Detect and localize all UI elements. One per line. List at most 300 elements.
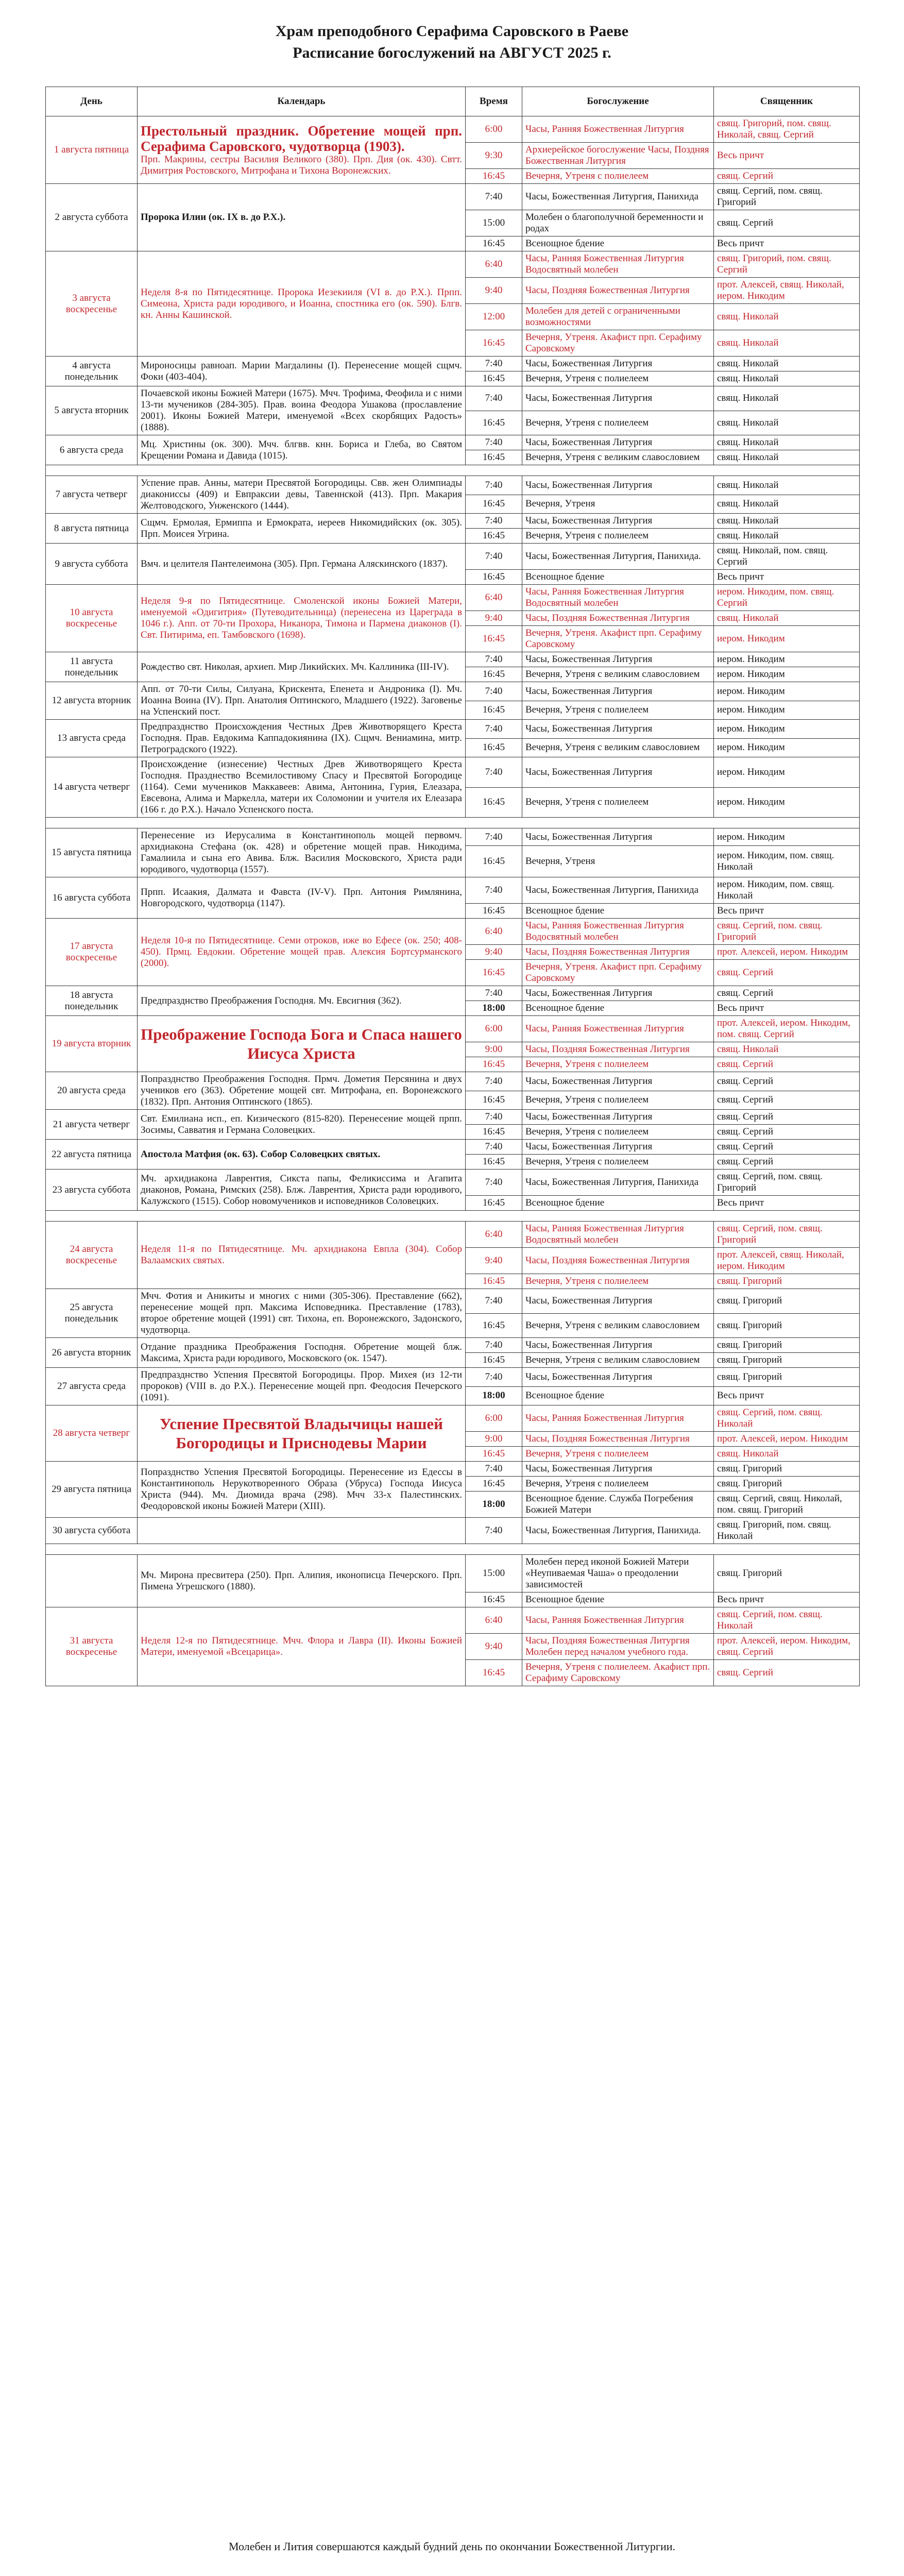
service-cell: Архиерейское богослужение Часы, Поздняя Божественная Литургия [522, 143, 714, 169]
column-header-priest: Священник [714, 87, 860, 116]
day-cell: 16 августа суббота [46, 877, 138, 919]
service-cell: Вечерня, Утреня [522, 846, 714, 877]
service-cell: Часы, Божественная Литургия, Панихида. [522, 544, 714, 570]
page-title: Храм преподобного Серафима Саровского в Раеве [275, 23, 629, 40]
calendar-cell [138, 1607, 466, 1686]
time-cell: 7:40 [466, 435, 522, 450]
table-row [46, 1368, 860, 1387]
time-cell: 7:40 [466, 757, 522, 788]
calendar-cell [138, 720, 466, 757]
time-cell: 16:45 [466, 1274, 522, 1289]
priest-cell: Весь причт [714, 1592, 860, 1607]
priest-cell: Весь причт [714, 236, 860, 251]
day-cell: 6 августа среда [46, 435, 138, 465]
service-cell: Вечерня, Утреня с полиелеем [522, 1155, 714, 1170]
calendar-text: Престольный праздник. Обретение мощей прп. Серафима Саровского, чудотворца (1903). [141, 123, 462, 154]
day-cell: 3 августа воскресенье [46, 251, 138, 357]
calendar-cell [138, 986, 466, 1016]
service-cell: Часы, Божественная Литургия [522, 1140, 714, 1155]
table-row [46, 877, 860, 904]
time-cell: 16:45 [466, 1155, 522, 1170]
priest-cell: свящ. Сергий [714, 1155, 860, 1170]
table-row [46, 184, 860, 210]
service-cell: Вечерня, Утреня с полиелеем [522, 169, 714, 184]
time-cell: 18:00 [466, 1001, 522, 1016]
service-cell: Вечерня, Утреня с полиелеем [522, 1125, 714, 1140]
time-cell: 16:45 [466, 371, 522, 386]
calendar-text: Рождество свт. Николая, архиеп. Мир Ликийских. Мч. Каллиника (III-IV). [141, 661, 449, 672]
time-cell: 16:45 [466, 738, 522, 757]
time-cell: 6:40 [466, 919, 522, 945]
page-subtitle: Расписание богослужений на АВГУСТ 2025 г. [293, 44, 611, 61]
time-cell: 16:45 [466, 1353, 522, 1368]
service-cell: Вечерня, Утреня. Акафист прп. Серафиму Саровскому [522, 626, 714, 652]
calendar-text: Преображение Господа Бога и Спаса нашего Иисуса Христа [141, 1025, 462, 1062]
priest-cell: свящ. Сергий [714, 1660, 860, 1686]
service-cell: Часы, Божественная Литургия [522, 757, 714, 788]
calendar-cell [138, 544, 466, 585]
service-cell: Часы, Божественная Литургия [522, 1110, 714, 1125]
time-cell: 9:40 [466, 945, 522, 960]
table-row [46, 720, 860, 739]
schedule-table [45, 87, 860, 1686]
time-cell: 16:45 [466, 1057, 522, 1072]
week-separator [46, 1211, 860, 1222]
table-header-row [46, 87, 860, 116]
table-row [46, 1016, 860, 1042]
priest-cell: свящ. Сергий [714, 1057, 860, 1072]
priest-cell: прот. Алексей, свящ. Николай, иером. Никодим [714, 1248, 860, 1274]
service-cell: Вечерня, Утреня [522, 495, 714, 514]
calendar-cell [138, 386, 466, 435]
priest-cell: свящ. Сергий [714, 1091, 860, 1110]
day-cell: 4 августа понедельник [46, 357, 138, 386]
time-cell: 15:00 [466, 1555, 522, 1592]
table-row [46, 251, 860, 278]
service-cell: Часы, Божественная Литургия [522, 476, 714, 495]
day-cell: 27 августа среда [46, 1368, 138, 1405]
time-cell: 7:40 [466, 1140, 522, 1155]
calendar-cell [138, 1140, 466, 1170]
priest-cell: Весь причт [714, 143, 860, 169]
service-cell: Вечерня, Утреня с полиелеем [522, 529, 714, 544]
service-cell: Часы, Ранняя Божественная Литургия [522, 1405, 714, 1432]
priest-cell: свящ. Николай [714, 1042, 860, 1057]
day-cell: 14 августа четверг [46, 757, 138, 818]
time-cell: 16:45 [466, 960, 522, 986]
calendar-text: Мч. Мирона пресвитера (250). Прп. Алипия, иконописца Печерского. Прп. Пимена Угрешского (1880). [141, 1569, 462, 1592]
day-cell: 7 августа четверг [46, 476, 138, 514]
calendar-text: Предпразднство Происхождения Честных Древ Животворящего Креста Господня. Прав. Евдокима Каппадокиянина (IX). Сщмч. Вениамина, митр. Петроградского (1922). [141, 721, 462, 755]
time-cell: 16:45 [466, 236, 522, 251]
service-cell: Вечерня, Утреня с полиелеем. Акафист прп. Серафиму Саровскому [522, 1660, 714, 1686]
calendar-cell [138, 828, 466, 877]
column-header-day: День [46, 87, 138, 116]
priest-cell: свящ. Сергий, пом. свящ. Григорий [714, 1222, 860, 1248]
day-cell: 11 августа понедельник [46, 652, 138, 682]
priest-cell: иером. Никодим, пом. свящ. Сергий [714, 585, 860, 611]
priest-cell: свящ. Сергий, свящ. Николай, пом. свящ. Григорий [714, 1492, 860, 1518]
time-cell: 7:40 [466, 682, 522, 701]
calendar-text: Успение Пресвятой Владычицы нашей Богородицы и Приснодевы Марии [159, 1415, 444, 1452]
time-cell: 7:40 [466, 1072, 522, 1091]
calendar-text: Мироносицы равноап. Марии Магдалины (I). Перенесение мощей сщмч. Фоки (403-404). [141, 360, 462, 382]
service-cell: Часы, Божественная Литургия [522, 828, 714, 846]
service-cell: Вечерня, Утреня с полиелеем [522, 1057, 714, 1072]
service-cell: Вечерня, Утреня с великим славословием [522, 667, 714, 682]
calendar-text: Апостола Матфия (ок. 63). Собор Соловецких святых. [141, 1148, 381, 1160]
priest-cell: прот. Алексей, свящ. Николай, иером. Никодим [714, 278, 860, 304]
time-cell: 16:45 [466, 626, 522, 652]
calendar-text: Мц. Христины (ок. 300). Мчч. блгвв. кнн. Бориса и Глеба, во Святом Крещении Романа и Давида (1015). [141, 438, 462, 461]
priest-cell: свящ. Николай [714, 304, 860, 330]
priest-cell: Весь причт [714, 570, 860, 585]
table-row [46, 919, 860, 945]
priest-cell: свящ. Николай [714, 386, 860, 411]
priest-cell: иером. Никодим [714, 828, 860, 846]
time-cell: 7:40 [466, 1462, 522, 1477]
priest-cell: свящ. Николай [714, 357, 860, 371]
service-cell: Часы, Ранняя Божественная Литургия Водосвятный молебен [522, 1222, 714, 1248]
day-cell: 13 августа среда [46, 720, 138, 757]
priest-cell: Весь причт [714, 1386, 860, 1405]
time-cell: 6:40 [466, 251, 522, 278]
table-row [46, 1555, 860, 1592]
calendar-text: Почаевской иконы Божией Матери (1675). Мчч. Трофима, Феофила и с ними 13-ти мучеников (284-305). Прав. воина Феодора Ушакова (прославление 2001). Иконы Божией Матери, именуемой «Всех скорбящих Радость» (1888). [141, 388, 462, 433]
priest-cell: свящ. Григорий [714, 1313, 860, 1338]
priest-cell: иером. Никодим, пом. свящ. Николай [714, 877, 860, 904]
week-separator [46, 818, 860, 828]
day-cell: 23 августа суббота [46, 1170, 138, 1211]
priest-cell: прот. Алексей, иером. Никодим, пом. свящ. Сергий [714, 1016, 860, 1042]
priest-cell: свящ. Николай [714, 611, 860, 626]
time-cell: 16:45 [466, 411, 522, 435]
table-row [46, 757, 860, 788]
day-cell: 28 августа четверг [46, 1405, 138, 1462]
day-cell: 29 августа пятница [46, 1462, 138, 1518]
time-cell: 7:40 [466, 1338, 522, 1353]
service-cell: Всенощное бдение [522, 570, 714, 585]
calendar-cell [138, 1462, 466, 1518]
service-cell: Часы, Ранняя Божественная Литургия [522, 116, 714, 143]
priest-cell: иером. Никодим [714, 682, 860, 701]
time-cell: 16:45 [466, 1125, 522, 1140]
time-cell: 7:40 [466, 357, 522, 371]
calendar-text: Перенесение из Иерусалима в Константинополь мощей первомч. архидиакона Стефана (ок. 428) и обретение мощей прав. Никодима, Гамалиила и сына его Авива. Блж. Василия Московского, Христа ради юродивого, чудотворца (1557). [141, 830, 462, 875]
time-cell: 16:45 [466, 1592, 522, 1607]
time-cell: 16:45 [466, 1660, 522, 1686]
service-cell: Часы, Поздняя Божественная Литургия [522, 611, 714, 626]
table-row [46, 1140, 860, 1155]
time-cell: 16:45 [466, 846, 522, 877]
table-row [46, 476, 860, 495]
time-cell: 16:45 [466, 330, 522, 357]
time-cell: 9:40 [466, 1634, 522, 1660]
service-cell: Вечерня, Утреня с полиелеем [522, 1274, 714, 1289]
table-row [46, 1607, 860, 1634]
service-cell: Часы, Божественная Литургия [522, 682, 714, 701]
service-cell: Всенощное бдение [522, 904, 714, 919]
column-header-service: Богослужение [522, 87, 714, 116]
calendar-cell [138, 1368, 466, 1405]
priest-cell: свящ. Григорий, пом. свящ. Сергий [714, 251, 860, 278]
calendar-cell [138, 1072, 466, 1110]
calendar-cell [138, 1518, 466, 1544]
service-cell: Часы, Божественная Литургия [522, 435, 714, 450]
time-cell: 16:45 [466, 450, 522, 465]
priest-cell: свящ. Сергий [714, 986, 860, 1001]
priest-cell: свящ. Сергий [714, 1125, 860, 1140]
calendar-cell [138, 1405, 466, 1462]
priest-cell: свящ. Григорий [714, 1274, 860, 1289]
calendar-text: Прп. Макрины, сестры Василия Великого (380). Прп. Дия (ок. 430). Свтт. Димитрия Ростовского, Митрофана и Тихона Воронежских. [141, 154, 462, 176]
day-cell: 21 августа четверг [46, 1110, 138, 1140]
priest-cell: свящ. Григорий, пом. свящ. Николай, свящ. Сергий [714, 116, 860, 143]
priest-cell: свящ. Сергий [714, 1110, 860, 1125]
priest-cell: свящ. Николай [714, 450, 860, 465]
day-cell: 9 августа суббота [46, 544, 138, 585]
calendar-cell [138, 1222, 466, 1289]
calendar-text: Пророка Илии (ок. IX в. до Р.Х.). [141, 212, 286, 223]
calendar-cell [138, 1555, 466, 1607]
service-cell: Вечерня, Утреня с полиелеем [522, 1447, 714, 1462]
time-cell: 7:40 [466, 652, 522, 667]
day-cell: 5 августа вторник [46, 386, 138, 435]
calendar-cell [138, 682, 466, 720]
service-cell: Вечерня, Утреня с полиелеем [522, 787, 714, 818]
time-cell: 7:40 [466, 720, 522, 739]
day-cell: 26 августа вторник [46, 1338, 138, 1368]
table-row [46, 652, 860, 667]
calendar-cell [138, 1338, 466, 1368]
service-cell: Вечерня, Утреня с полиелеем [522, 1477, 714, 1492]
priest-cell: свящ. Николай [714, 476, 860, 495]
time-cell: 6:40 [466, 585, 522, 611]
service-cell: Вечерня, Утреня. Акафист прп. Серафиму Саровскому [522, 330, 714, 357]
priest-cell: свящ. Григорий, пом. свящ. Николай [714, 1518, 860, 1544]
service-cell: Часы, Божественная Литургия, Панихида [522, 184, 714, 210]
table-row [46, 1338, 860, 1353]
calendar-text: Происхождение (изнесение) Честных Древ Животворящего Креста Господня. Празднество Всемилостивому Спасу и Пресвятой Богородице (1164). Семи мучеников Маккавеев: Авима, Антонина, Гурия, Елеазара, Евсевона, Алима и Маркелла, матери их Соломонии и учителя их Елеазара (166 г. до Р.Х.). Начало Успенского поста. [141, 759, 462, 815]
time-cell: 16:45 [466, 787, 522, 818]
time-cell: 16:45 [466, 1447, 522, 1462]
service-cell: Часы, Поздняя Божественная Литургия Молебен перед началом учебного года. [522, 1634, 714, 1660]
time-cell: 16:45 [466, 667, 522, 682]
time-cell: 6:00 [466, 116, 522, 143]
table-row [46, 986, 860, 1001]
calendar-cell [138, 877, 466, 919]
priest-cell: свящ. Николай [714, 514, 860, 529]
priest-cell: иером. Никодим [714, 701, 860, 720]
calendar-cell [138, 514, 466, 544]
separator-cell [46, 1544, 860, 1555]
service-cell: Часы, Божественная Литургия [522, 720, 714, 739]
priest-cell: свящ. Григорий [714, 1462, 860, 1477]
time-cell: 16:45 [466, 529, 522, 544]
table-row [46, 828, 860, 846]
calendar-text: Свт. Емилиана исп., еп. Кизического (815-820). Перенесение мощей прпп. Зосимы, Савватия и Германа Соловецких. [141, 1113, 462, 1136]
day-cell: 31 августа воскресенье [46, 1607, 138, 1686]
time-cell: 9:00 [466, 1432, 522, 1447]
table-row [46, 1405, 860, 1432]
service-cell: Вечерня, Утреня. Акафист прп. Серафиму Саровскому [522, 960, 714, 986]
service-cell: Часы, Божественная Литургия [522, 386, 714, 411]
service-cell: Часы, Божественная Литургия, Панихида [522, 1170, 714, 1196]
service-cell: Часы, Божественная Литургия [522, 357, 714, 371]
table-row [46, 544, 860, 570]
table-row [46, 585, 860, 611]
service-cell: Часы, Поздняя Божественная Литургия [522, 1248, 714, 1274]
service-cell: Часы, Божественная Литургия [522, 1368, 714, 1387]
time-cell: 16:45 [466, 495, 522, 514]
priest-cell: Весь причт [714, 1001, 860, 1016]
calendar-text: Мч. архидиакона Лаврентия, Сикста папы, Феликиссима и Агапита диаконов, Романа, Римских (258). Блж. Лаврентия, Христа ради юродивого, Калужского (1515). Собор новомучеников и исповедников Соловецких. [141, 1173, 462, 1207]
priest-cell: иером. Никодим [714, 667, 860, 682]
service-cell: Молебен для детей с ограниченными возможностями [522, 304, 714, 330]
day-cell: 1 августа пятница [46, 116, 138, 184]
time-cell: 9:40 [466, 611, 522, 626]
calendar-text: Неделя 10-я по Пятидесятнице. Семи отроков, иже во Ефесе (ок. 250; 408-450). Прмц. Евдокии. Обретение мощей прав. Алексия Бортсурманского (2000). [141, 935, 462, 969]
service-cell: Вечерня, Утреня с великим славословием [522, 1313, 714, 1338]
day-cell: 22 августа пятница [46, 1140, 138, 1170]
priest-cell: свящ. Николай [714, 330, 860, 357]
footer-note: Молебен и Лития совершаются каждый будний день по окончании Божественной Литургии. [229, 2540, 675, 2553]
time-cell: 7:40 [466, 1368, 522, 1387]
day-cell: 24 августа воскресенье [46, 1222, 138, 1289]
time-cell: 7:40 [466, 386, 522, 411]
time-cell: 12:00 [466, 304, 522, 330]
time-cell: 16:45 [466, 1313, 522, 1338]
time-cell: 16:45 [466, 570, 522, 585]
service-cell: Часы, Божественная Литургия [522, 986, 714, 1001]
calendar-text: Попразднство Преображения Господня. Прмч. Дометия Персянина и двух учеников его (363). Обретение мощей свт. Митрофана, еп. Воронежского (1832). Прп. Антония Оптинского (1865). [141, 1074, 462, 1107]
calendar-text: Предпразднство Преображения Господня. Мч. Евсигния (362). [141, 995, 402, 1006]
priest-cell: свящ. Сергий, пом. свящ. Григорий [714, 184, 860, 210]
service-cell: Часы, Поздняя Божественная Литургия [522, 945, 714, 960]
service-cell: Вечерня, Утреня с полиелеем [522, 371, 714, 386]
priest-cell: свящ. Николай, пом. свящ. Сергий [714, 544, 860, 570]
service-cell: Часы, Поздняя Божественная Литургия [522, 1042, 714, 1057]
time-cell: 18:00 [466, 1386, 522, 1405]
calendar-cell [138, 1016, 466, 1072]
table-row [46, 1072, 860, 1091]
calendar-text: Мчч. Фотия и Аникиты и многих с ними (305-306). Преставление (662), перенесение мощей прп. Максима Исповедника. Преставление (1783), второе обретение мощей (1991) свт. Тихона, еп. Воронежского, Задонского, чудотворца. [141, 1291, 462, 1335]
priest-cell: свящ. Николай [714, 435, 860, 450]
service-cell: Часы, Ранняя Божественная Литургия Водосвятный молебен [522, 251, 714, 278]
time-cell: 16:45 [466, 701, 522, 720]
calendar-cell [138, 1289, 466, 1338]
time-cell: 7:40 [466, 514, 522, 529]
priest-cell: свящ. Сергий [714, 169, 860, 184]
service-cell: Часы, Божественная Литургия, Панихида [522, 877, 714, 904]
service-cell: Вечерня, Утреня с великим славословием [522, 738, 714, 757]
calendar-cell [138, 116, 466, 184]
day-cell [46, 1555, 138, 1607]
priest-cell: прот. Алексей, иером. Никодим, свящ. Сергий [714, 1634, 860, 1660]
priest-cell: иером. Никодим [714, 626, 860, 652]
priest-cell: свящ. Григорий [714, 1368, 860, 1387]
priest-cell: свящ. Николай [714, 411, 860, 435]
service-cell: Часы, Божественная Литургия [522, 1338, 714, 1353]
calendar-text: Неделя 8-я по Пятидесятнице. Пророка Иезекииля (VI в. до Р.Х.). Прпп. Симеона, Христа ради юродивого, и Иоанна, спостника его (ок. 590). Блгв. кн. Анны Кашинской. [141, 286, 462, 320]
calendar-text: Успение прав. Анны, матери Пресвятой Богородицы. Свв. жен Олимпиады диакониссы (409) и Евпраксии девы, Тавеннской (413). Прп. Макария Желтоводского, Унженского (1444). [141, 478, 462, 511]
day-cell: 15 августа пятница [46, 828, 138, 877]
service-cell: Часы, Божественная Литургия [522, 1289, 714, 1314]
calendar-cell [138, 435, 466, 465]
separator-cell [46, 818, 860, 828]
priest-cell: свящ. Николай [714, 495, 860, 514]
time-cell: 18:00 [466, 1492, 522, 1518]
priest-cell: свящ. Григорий [714, 1555, 860, 1592]
separator-cell [46, 465, 860, 476]
table-row [46, 357, 860, 371]
calendar-cell [138, 184, 466, 251]
time-cell: 7:40 [466, 828, 522, 846]
priest-cell: иером. Никодим [714, 720, 860, 739]
service-cell: Вечерня, Утреня с великим славословием [522, 450, 714, 465]
time-cell: 16:45 [466, 1091, 522, 1110]
table-row [46, 435, 860, 450]
time-cell: 7:40 [466, 986, 522, 1001]
day-cell: 10 августа воскресенье [46, 585, 138, 652]
priest-cell: свящ. Григорий [714, 1289, 860, 1314]
separator-cell [46, 1211, 860, 1222]
service-cell: Часы, Ранняя Божественная Литургия Водосвятный молебен [522, 585, 714, 611]
calendar-cell [138, 476, 466, 514]
time-cell: 15:00 [466, 210, 522, 236]
time-cell: 16:45 [466, 169, 522, 184]
priest-cell: свящ. Николай [714, 371, 860, 386]
priest-cell: иером. Никодим [714, 787, 860, 818]
priest-cell: свящ. Сергий, пом. свящ. Николай [714, 1405, 860, 1432]
schedule-body [46, 116, 860, 1686]
calendar-text: Неделя 11-я по Пятидесятнице. Мч. архидиакона Евпла (304). Собор Валаамских святых. [141, 1244, 462, 1266]
service-cell: Молебен перед иконой Божией Матери «Неупиваемая Чаша» о преодолении зависимостей [522, 1555, 714, 1592]
day-cell: 17 августа воскресенье [46, 919, 138, 986]
calendar-cell [138, 1110, 466, 1140]
calendar-cell [138, 919, 466, 986]
time-cell: 16:45 [466, 1477, 522, 1492]
service-cell: Часы, Поздняя Божественная Литургия [522, 278, 714, 304]
service-cell: Часы, Ранняя Божественная Литургия [522, 1607, 714, 1634]
service-cell: Всенощное бдение [522, 236, 714, 251]
priest-cell: прот. Алексей, иером. Никодим [714, 945, 860, 960]
table-row [46, 386, 860, 411]
service-cell: Всенощное бдение. Служба Погребения Божией Матери [522, 1492, 714, 1518]
service-cell: Часы, Божественная Литургия [522, 1072, 714, 1091]
time-cell: 7:40 [466, 544, 522, 570]
time-cell: 7:40 [466, 476, 522, 495]
calendar-cell [138, 1170, 466, 1211]
calendar-cell [138, 585, 466, 652]
time-cell: 7:40 [466, 1170, 522, 1196]
day-cell: 8 августа пятница [46, 514, 138, 544]
service-cell: Часы, Божественная Литургия, Панихида. [522, 1518, 714, 1544]
calendar-cell [138, 251, 466, 357]
priest-cell: свящ. Сергий [714, 960, 860, 986]
priest-cell: свящ. Григорий [714, 1338, 860, 1353]
priest-cell: иером. Никодим, пом. свящ. Николай [714, 846, 860, 877]
service-cell: Часы, Божественная Литургия [522, 514, 714, 529]
service-cell: Часы, Ранняя Божественная Литургия [522, 1016, 714, 1042]
table-row [46, 514, 860, 529]
calendar-text: Апп. от 70-ти Силы, Силуана, Крискента, Епенета и Андроника (I). Мч. Иоанна Воина (IV). Прп. Анатолия Оптинского, Младшего (1922). Заговенье на Успенский пост. [141, 684, 462, 717]
time-cell: 9:40 [466, 278, 522, 304]
calendar-text: Неделя 9-я по Пятидесятнице. Смоленской иконы Божией Матери, именуемой «Одигитрия» (Путеводительница) (перенесена из Цареграда в 1046 г.). Апп. от 70-ти Прохора, Никанора, Тимона и Пармена диаконов (I). Свт. Питирима, еп. Тамбовского (1698). [141, 596, 462, 640]
time-cell: 16:45 [466, 904, 522, 919]
time-cell: 7:40 [466, 1518, 522, 1544]
priest-cell: иером. Никодим [714, 652, 860, 667]
